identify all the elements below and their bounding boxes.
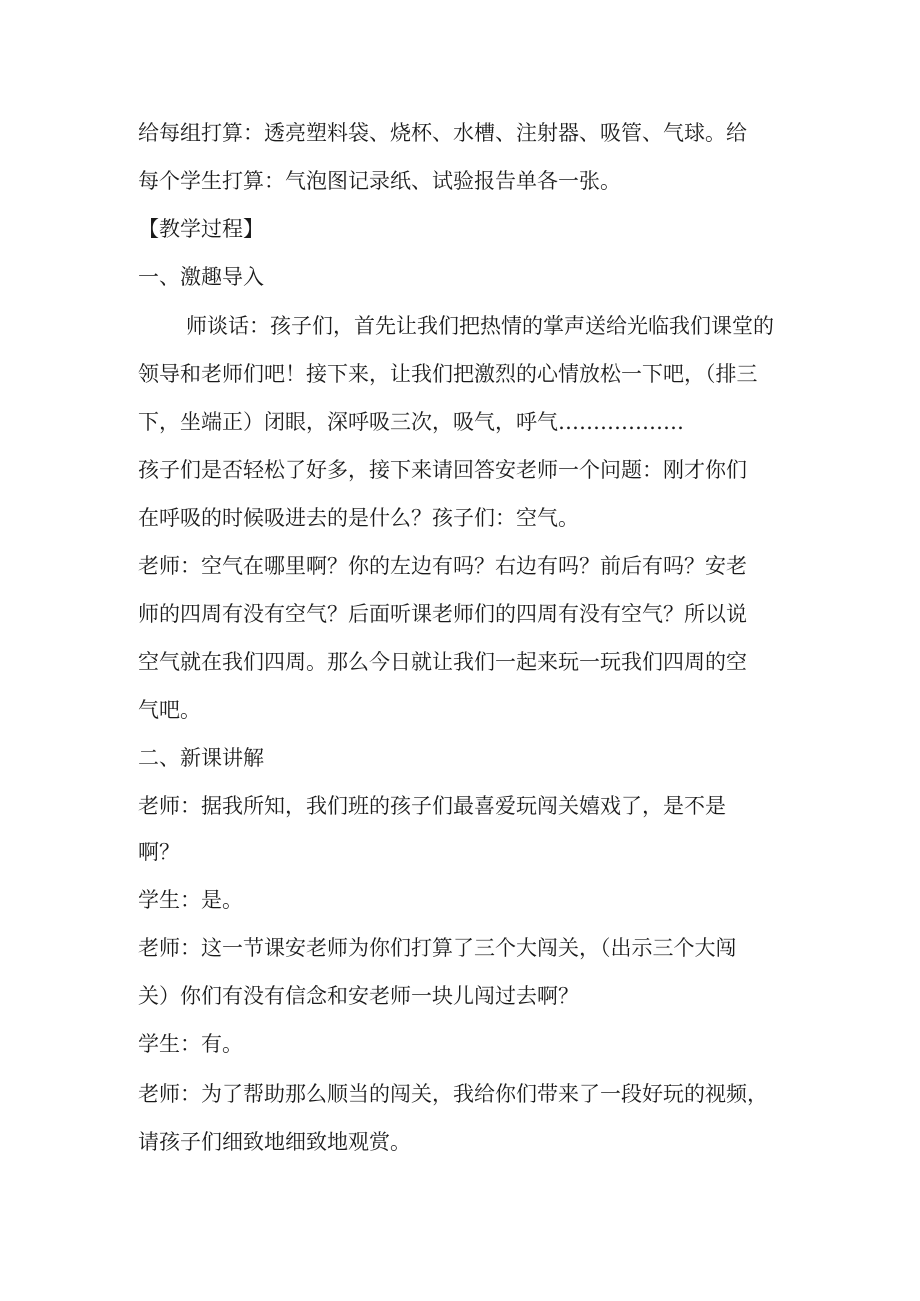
paragraph-line: 在呼吸的时候吸进去的是什么？孩子们：空气。 [138, 506, 579, 530]
section-heading-new-lesson: 二、新课讲解 [138, 746, 264, 770]
text-line-materials-group: 给每组打算：透亮塑料袋、烧杯、水槽、注射器、吸管、气球。给 [138, 121, 747, 145]
paragraph-line: 领导和老师们吧！接下来，让我们把激烈的心情放松一下吧，（排三 [138, 362, 758, 386]
dialogue-line: 请孩子们细致地细致地观赏。 [138, 1130, 411, 1154]
paragraph-line: 师谈话：孩子们，首先让我们把热情的掌声送给光临我们课堂的 [186, 314, 774, 338]
section-heading-intro: 一、激趣导入 [138, 265, 264, 289]
dialogue-line: 啊？ [138, 840, 180, 864]
dialogue-line: 师的四周有没有空气？后面听课老师们的四周有没有空气？所以说 [138, 602, 747, 626]
paragraph-line: 孩子们是否轻松了好多，接下来请回答安老师一个问题：刚才你们 [138, 458, 747, 482]
dialogue-line: 学生：是。 [138, 888, 243, 912]
dialogue-line: 老师：为了帮助那么顺当的闯关，我给你们带来了一段好玩的视频， [138, 1082, 768, 1106]
section-heading-teaching-process: 【教学过程】 [138, 217, 264, 241]
dialogue-line: 关）你们有没有信念和安老师一块儿闯过去啊？ [138, 984, 579, 1008]
dialogue-line: 空气就在我们四周。那么今日就让我们一起来玩一玩我们四周的空 [138, 650, 747, 674]
paragraph-line: 下，坐端正）闭眼，深呼吸三次，吸气，呼气……………… [138, 410, 684, 434]
dialogue-line: 老师：据我所知，我们班的孩子们最喜爱玩闯关嬉戏了，是不是 [138, 794, 726, 818]
dialogue-line: 气吧。 [138, 698, 201, 722]
dialogue-line: 学生：有。 [138, 1032, 243, 1056]
dialogue-line: 老师：空气在哪里啊？你的左边有吗？右边有吗？前后有吗？安老 [138, 554, 747, 578]
dialogue-line: 老师：这一节课安老师为你们打算了三个大闯关，（出示三个大闯 [138, 936, 737, 960]
text-line-materials-student: 每个学生打算：气泡图记录纸、试验报告单各一张。 [138, 169, 621, 193]
